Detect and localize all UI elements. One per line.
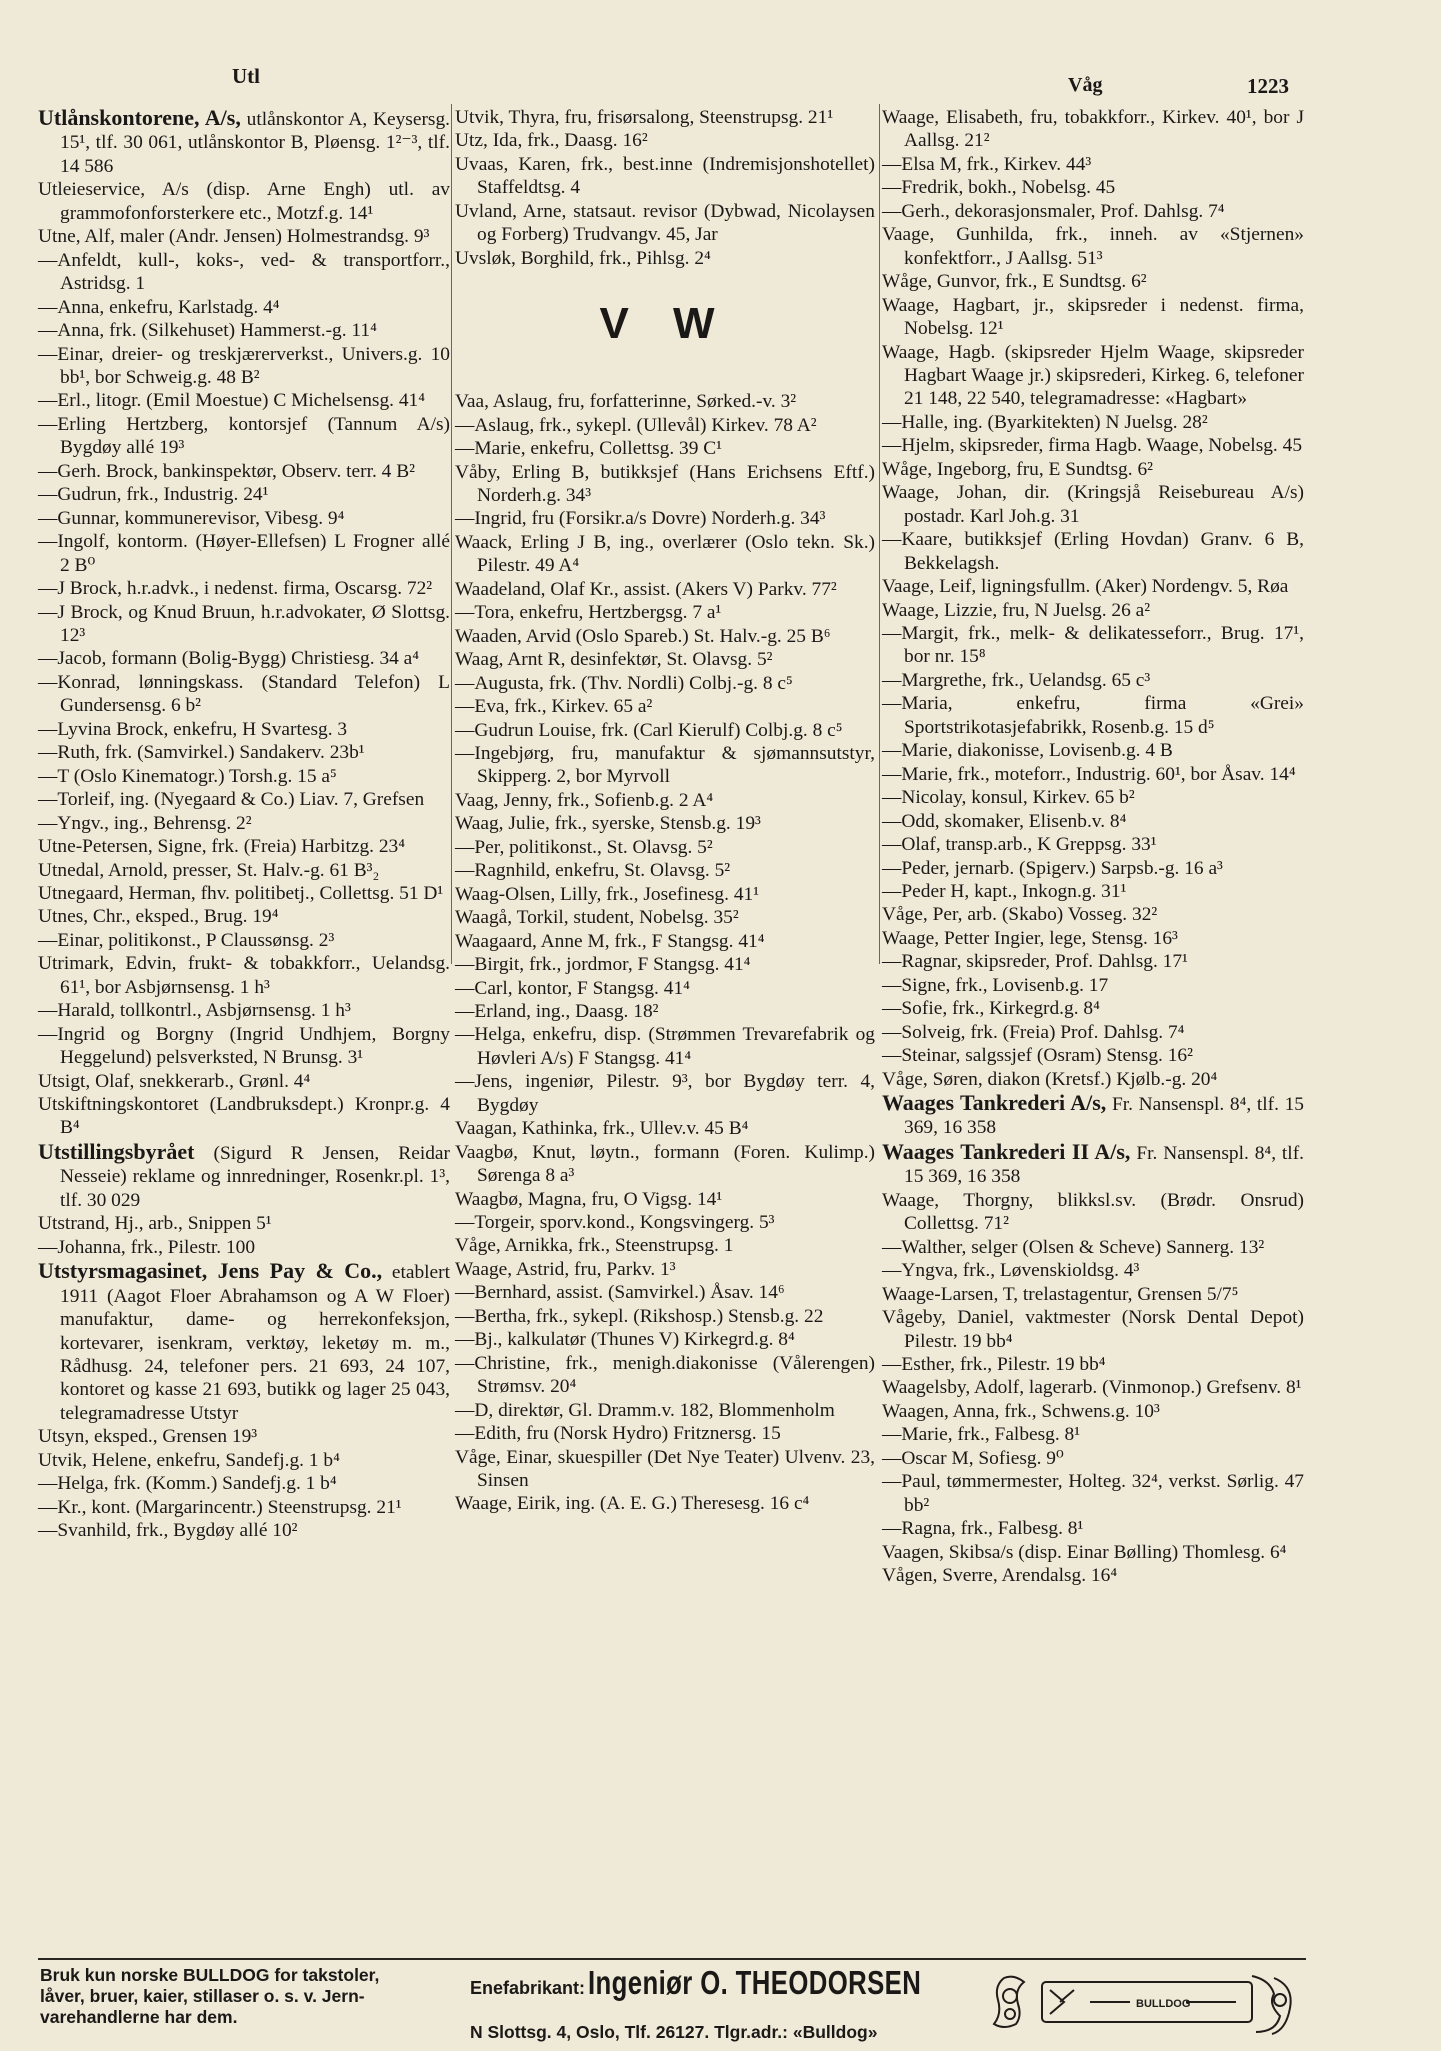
directory-entry [455, 461, 875, 508]
entry-text: Utvik, Thyra, fru, frisørsalong, Steenstrupsg. 21¹ [455, 107, 834, 128]
directory-entry [38, 296, 450, 319]
directory-entry [882, 458, 1304, 481]
entry-text: (Sigurd R Jensen, Reidar Nesseie) reklame og innredninger, Rosenkr.pl. 1³, tlf. 30 029 [60, 1142, 450, 1211]
entry-text: Utrimark, Edvin, frukt- & tobakkforr., Uelandsg. 61¹, bor Asbjørnsensg. 1 h³ [38, 953, 450, 998]
directory-entry [882, 434, 1304, 457]
directory-entry [38, 343, 450, 390]
entry-text: Uvsløk, Borghild, frk., Pihlsg. 2⁴ [455, 247, 711, 269]
entry-text: Utnegaard, Herman, fhv. politibetj., Collettsg. 51 D¹ [38, 882, 444, 904]
directory-entry [38, 1023, 450, 1070]
entry-text: —Odd, skomaker, Elisenb.v. 8⁴ [882, 810, 1127, 832]
entry-text: —Ragna, frk., Falbesg. 8¹ [882, 1518, 1084, 1540]
directory-entry [38, 1259, 450, 1425]
directory-entry [455, 836, 875, 859]
entry-text: Våge, Søren, diakon (Kretsf.) Kjølb.-g. 20⁴ [882, 1068, 1218, 1090]
entry-text: —Ingrid, fru (Forsikr.a/s Dovre) Norderh.g. 34³ [455, 508, 826, 530]
entry-text: Waage, Hagbart, jr., skipsreder i nedenst. firma, Nobelsg. 12¹ [882, 294, 1304, 340]
entry-text: utlånskontor A, Keysersg. 15¹, tlf. 30 061, utlånskontor B, Pløensg. 1²⁻³, tlf. 14 586 [60, 109, 450, 177]
directory-entry [38, 1519, 450, 1542]
directory-entry [882, 223, 1304, 270]
entry-heading: Utlånskontorene, A/s, [38, 105, 241, 130]
directory-entry [455, 1258, 875, 1281]
entry-text: Utskiftningskontoret (Landbruksdept.) Kronpr.g. 4 B⁴ [38, 1094, 450, 1139]
directory-entry [38, 530, 450, 577]
bulldog-clamp-logo-icon [990, 1960, 1310, 2051]
directory-entry [38, 647, 450, 670]
directory-entry [455, 1117, 875, 1140]
entry-text: Utnedal, Arnold, presser, St. Halv.-g. 61 B³₂ [38, 859, 380, 881]
entry-text: —Elsa M, frk., Kirkev. 44³ [882, 153, 1092, 175]
entry-text: —Ingolf, kontorm. (Høyer-Ellefsen) L Frogner allé 2 B⁰ [38, 531, 450, 576]
entry-text: —Jacob, formann (Bolig-Bygg) Christiesg. 34 a⁴ [38, 648, 420, 670]
directory-entry [455, 437, 875, 460]
entry-text: —Marie, frk., moteforr., Industrig. 60¹, bor Åsav. 14⁴ [882, 763, 1296, 785]
logo-text: BULLDOG [1136, 1998, 1191, 2010]
entry-text: —Sofie, frk., Kirkegrd.g. 8⁴ [882, 998, 1100, 1020]
directory-entry [38, 741, 450, 764]
directory-entry [38, 1070, 450, 1093]
directory-entry [882, 176, 1304, 199]
directory-entry [882, 974, 1304, 997]
directory-entry [455, 695, 875, 718]
entry-text: —Nicolay, konsul, Kirkev. 65 b² [882, 787, 1135, 809]
directory-entry [882, 153, 1304, 176]
directory-entry [38, 859, 450, 882]
directory-entry [38, 601, 450, 648]
directory-entry [882, 1283, 1304, 1306]
entry-text: Utvik, Helene, enkefru, Sandefj.g. 1 b⁴ [38, 1449, 340, 1471]
directory-entry [38, 788, 450, 811]
entry-text: —Kr., kont. (Margarincentr.) Steenstrupsg. 21¹ [38, 1496, 402, 1518]
entry-text: Waagaard, Anne M, frk., F Stangsg. 41⁴ [455, 930, 765, 952]
entry-text: —Margrethe, frk., Uelandsg. 65 c³ [882, 669, 1151, 691]
entry-text: Waag-Olsen, Lilly, frk., Josefinesg. 41¹ [455, 883, 760, 905]
entry-text: Fr. Nansenspl. 8⁴, tlf. 15 369, 16 358 [904, 1094, 1304, 1139]
entry-text: —J Brock, h.r.advk., i nedenst. firma, Oscarsg. 72² [38, 578, 433, 600]
directory-entry [455, 601, 875, 624]
directory-entry [38, 718, 450, 741]
entry-text: Uvland, Arne, statsaut. revisor (Dybwad, Nicolaysen og Forberg) Trudvangv. 45, Jar [455, 200, 875, 246]
entry-text: Våge, Per, arb. (Skabo) Vosseg. 32² [882, 904, 1158, 926]
entry-text: —Einar, politikonst., P Claussønsg. 2³ [38, 929, 335, 951]
directory-entry [882, 1091, 1304, 1140]
entry-text: —Aslaug, frk., sykepl. (Ullevål) Kirkev. 78 A² [455, 414, 817, 436]
entry-text: —Svanhild, frk., Bygdøy allé 10² [38, 1520, 298, 1542]
directory-entry [882, 1259, 1304, 1282]
entry-text: —Harald, tollkontrl., Asbjørnsensg. 1 h³ [38, 1000, 351, 1022]
entry-text: —Solveig, frk. (Freia) Prof. Dahlsg. 7⁴ [882, 1021, 1185, 1043]
entry-text: —Anfeldt, kull-, koks-, ved- & transportforr., Astridsg. 1 [38, 249, 450, 295]
directory-entry [38, 671, 450, 718]
directory-entry [455, 247, 875, 270]
entry-text: Fr. Nansenspl. 8⁴, tlf. 15 369, 16 358 [904, 1142, 1305, 1188]
directory-entry [38, 952, 450, 999]
entry-text: —Paul, tømmermester, Holteg. 32⁴, verkst. Sørlig. 47 bb² [882, 1471, 1304, 1516]
directory-entry [882, 833, 1304, 856]
entry-text: —T (Oslo Kinematogr.) Torsh.g. 15 a⁵ [38, 765, 337, 787]
entry-text: Vaagan, Kathinka, frk., Ullev.v. 45 B⁴ [455, 1118, 749, 1140]
entry-heading: Utstyrsmagasinet, Jens Pay & Co., [38, 1258, 383, 1284]
entry-text: —Signe, frk., Lovisenb.g. 17 [882, 974, 1109, 996]
entry-text: Vaag, Jenny, frk., Sofienb.g. 2 A⁴ [455, 789, 714, 811]
entry-text: —Oscar M, Sofiesg. 9⁰ [882, 1447, 1064, 1469]
directory-entry [455, 1446, 875, 1493]
directory-entry [38, 882, 450, 905]
directory-entry [38, 413, 450, 460]
directory-entry [455, 625, 875, 648]
directory-entry [38, 225, 450, 248]
directory-entry [38, 929, 450, 952]
directory-entry [455, 1000, 875, 1023]
entry-text: Uvaas, Karen, frk., best.inne (Indremisjonshotellet) Staffeldtsg. 4 [455, 153, 875, 199]
directory-entry [455, 719, 875, 742]
entry-text: Waag, Julie, frk., syerske, Stensb.g. 19³ [455, 813, 761, 835]
entry-text: Waage, Petter Ingier, lege, Stensg. 16³ [882, 927, 1178, 949]
directory-entry [38, 483, 450, 506]
entry-text: Utne-Petersen, Signe, frk. (Freia) Harbitzg. 23⁴ [38, 836, 405, 858]
directory-entry [882, 786, 1304, 809]
directory-entry [882, 599, 1304, 622]
directory-column-3 [882, 106, 1304, 1588]
entry-text: —Steinar, salgssjef (Osram) Stensg. 16² [882, 1045, 1193, 1067]
entry-text: Waage, Johan, dir. (Kringsjå Reisebureau A/s) postadr. Karl Joh.g. 31 [882, 482, 1304, 527]
directory-entry [455, 531, 875, 578]
entry-text: —Maria, enkefru, firma «Grei» Sportstrikotasjefabrikk, Rosenb.g. 15 d⁵ [882, 693, 1304, 738]
entry-text: Waaden, Arvid (Oslo Spareb.) St. Halv.-g. 25 B⁶ [455, 625, 831, 647]
entry-text: Waagen, Anna, frk., Schwens.g. 10³ [882, 1400, 1160, 1422]
entry-text: Våge, Einar, skuespiller (Det Nye Teater) Ulvenv. 23, Sinsen [455, 1446, 875, 1492]
directory-entry [882, 857, 1304, 880]
directory-entry [882, 692, 1304, 739]
entry-text: —Gerh. Brock, bankinspektør, Observ. terr. 4 B² [38, 460, 415, 482]
directory-entry [455, 789, 875, 812]
directory-entry [455, 1141, 875, 1188]
directory-entry [882, 1541, 1304, 1564]
entry-text: Waag, Arnt R, desinfektør, St. Olavsg. 5² [455, 649, 773, 671]
directory-entry [455, 414, 875, 437]
entry-text: —Anna, frk. (Silkehuset) Hammerst.-g. 11⁴ [38, 320, 377, 342]
entry-heading: Waages Tankrederi A/s, [882, 1090, 1107, 1116]
directory-entry [882, 1021, 1304, 1044]
entry-text: Vågen, Sverre, Arendalsg. 16⁴ [882, 1565, 1118, 1587]
entry-text: Waage-Larsen, T, trelastagentur, Grensen 5/7⁵ [882, 1283, 1239, 1305]
entry-text: —Erling Hertzberg, kontorsjef (Tannum A/s) Bygdøy allé 19³ [38, 413, 450, 459]
entry-text: —Yngva, frk., Løvenskioldsg. 4³ [882, 1260, 1140, 1282]
entry-text: Vaa, Aslaug, fru, forfatterinne, Sørked.-v. 3² [455, 391, 797, 413]
directory-entry [882, 528, 1304, 575]
directory-entry [882, 200, 1304, 223]
entry-text: Utsigt, Olaf, snekkerarb., Grønl. 4⁴ [38, 1070, 311, 1092]
directory-entry [882, 481, 1304, 528]
directory-entry [38, 577, 450, 600]
entry-heading: Utstillingsbyrået [38, 1138, 195, 1164]
directory-entry [455, 672, 875, 695]
directory-entry [882, 1423, 1304, 1446]
directory-entry [455, 930, 875, 953]
entry-text: —Carl, kontor, F Stangsg. 41⁴ [455, 977, 690, 999]
directory-entry [882, 810, 1304, 833]
directory-entry [455, 1023, 875, 1070]
entry-text: Vaagbø, Knut, løytn., formann (Foren. Kulimp.) Sørenga 8 a³ [455, 1141, 875, 1187]
directory-entry [38, 835, 450, 858]
entry-text: Utstrand, Hj., arb., Snippen 5¹ [38, 1213, 272, 1235]
entry-text: —Walther, selger (Olsen & Scheve) Sannerg. 13² [882, 1236, 1265, 1258]
entry-text: etablert 1911 (Aagot Floer Abrahamson og A W Floer) manufaktur, dame- og herrekonfeksjon, kortevarer, isenkram, verktøy, leketøy m. m., Rådhusg. 24, telefoner pers. 21 693, 24 107, kontoret og kasse 21 693, butikk og lager 25 043, telegramadresse Utstyr [60, 1262, 451, 1424]
entry-text: Vaage, Gunhilda, frk., inneh. av «Stjernen» konfektforr., J Aallsg. 51³ [882, 224, 1304, 269]
directory-entry [882, 1376, 1304, 1399]
entry-text: —Halle, ing. (Byarkitekten) N Juelsg. 28² [882, 411, 1208, 433]
entry-text: Utnes, Chr., eksped., Brug. 19⁴ [38, 906, 279, 928]
entry-text: —Gerh., dekorasjonsmaler, Prof. Dahlsg. 7⁴ [882, 200, 1225, 222]
entry-text: —Gunnar, kommunerevisor, Vibesg. 9⁴ [38, 507, 345, 529]
entry-text: —Konrad, lønningskass. (Standard Telefon) L Gundersensg. 6 b² [38, 671, 450, 717]
directory-entry [38, 106, 450, 178]
entry-text: —Marie, frk., Falbesg. 8¹ [882, 1424, 1081, 1446]
page-number: 1223 [1247, 74, 1289, 98]
directory-entry [455, 153, 875, 200]
directory-entry [455, 200, 875, 247]
directory-entry [455, 1328, 875, 1351]
directory-entry [882, 1140, 1304, 1189]
entry-text: Waage, Elisabeth, fru, tobakkforr., Kirkev. 40¹, bor J Aallsg. 21² [882, 107, 1304, 152]
entry-text: —Ingebjørg, fru, manufaktur & sjømannsutstyr, Skipperg. 2, bor Myrvoll [455, 742, 875, 788]
ad-enefabrikant: Enefabrikant: [470, 1978, 586, 1998]
entry-text: —Gudrun, frk., Industrig. 24¹ [38, 484, 269, 506]
directory-entry [882, 575, 1304, 598]
entry-text: Wåge, Gunvor, frk., E Sundtsg. 6² [882, 271, 1147, 293]
directory-entry [38, 765, 450, 788]
ad-company-name: Ingeniør O. THEODORSEN [588, 1964, 922, 2001]
directory-entry [455, 812, 875, 835]
entry-text: —Kaare, butikksjef (Erling Hovdan) Granv. 6 B, Bekkelagsh. [882, 529, 1304, 574]
entry-text: —Edith, fru (Norsk Hydro) Fritznersg. 15 [455, 1423, 781, 1445]
directory-entry [882, 669, 1304, 692]
ad-address: N Slottsg. 4, Oslo, Tlf. 26127. Tlgr.adr.: «Bulldog» [470, 2022, 878, 2042]
entry-text: Waadeland, Olaf Kr., assist. (Akers V) Parkv. 77² [455, 578, 837, 600]
entry-text: —Fredrik, bokh., Nobelsg. 45 [882, 177, 1116, 199]
directory-entry [882, 903, 1304, 926]
entry-text: Utne, Alf, maler (Andr. Jensen) Holmestrandsg. 9³ [38, 226, 430, 248]
directory-entry [38, 1236, 450, 1259]
directory-entry [882, 1517, 1304, 1540]
directory-entry [882, 1447, 1304, 1470]
column-divider [451, 104, 452, 964]
entry-text: —Augusta, frk. (Thv. Nordli) Colbj.-g. 8 c⁵ [455, 672, 793, 694]
directory-entry [882, 1400, 1304, 1423]
entry-text: —Anna, enkefru, Karlstadg. 4⁴ [38, 296, 280, 318]
directory-entry [882, 1236, 1304, 1259]
entry-text: —Bertha, frk., sykepl. (Rikshosp.) Stensb.g. 22 [455, 1305, 824, 1327]
entry-text: —Hjelm, skipsreder, firma Hagb. Waage, Nobelsg. 45 [882, 435, 1303, 457]
entry-text: Vaagen, Skibsa/s (disp. Einar Bølling) Thomlesg. 6⁴ [882, 1541, 1287, 1563]
entry-text: —Jens, ingeniør, Pilestr. 9³, bor Bygdøy terr. 4, Bygdøy [455, 1071, 875, 1116]
directory-entry [882, 1353, 1304, 1376]
entry-text: Waage, Hagb. (skipsreder Hjelm Waage, skipsreder Hagbart Waage jr.) skipsrederi, Kirkeg. 6, telefoner 21 148, 22 540, telegramadresse: «Hagbart» [882, 341, 1304, 410]
entry-text: Waagå, Torkil, student, Nobelsg. 35² [455, 907, 739, 929]
entry-text: —Bj., kalkulatør (Thunes V) Kirkegrd.g. 8⁴ [455, 1329, 795, 1351]
directory-entry [882, 106, 1304, 153]
directory-entry [455, 578, 875, 601]
entry-text: —Torleif, ing. (Nyegaard & Co.) Liav. 7, Grefsen [38, 789, 425, 811]
entry-text: —Eva, frk., Kirkev. 65 a² [455, 696, 653, 718]
entry-text: —Erl., litogr. (Emil Moestue) C Michelsensg. 41⁴ [38, 390, 425, 412]
entry-text: Waage, Thorgny, blikksl.sv. (Brødr. Onsrud) Collettsg. 71² [882, 1189, 1304, 1235]
directory-entry [882, 294, 1304, 341]
directory-entry [455, 906, 875, 929]
directory-entry [455, 1211, 875, 1234]
directory-entry [38, 1093, 450, 1140]
section-letters: V W [599, 299, 731, 349]
entry-text: —Esther, frk., Pilestr. 19 bb⁴ [882, 1354, 1106, 1376]
directory-entry [38, 999, 450, 1022]
entry-text: —Ruth, frk. (Samvirkel.) Sandakerv. 23b¹ [38, 742, 365, 764]
directory-entry [882, 880, 1304, 903]
directory-entry [882, 1068, 1304, 1091]
directory-entry [38, 178, 450, 225]
entry-text: —Marie, diakonisse, Lovisenb.g. 4 B [882, 740, 1173, 762]
directory-entry [882, 1564, 1304, 1587]
directory-entry [38, 249, 450, 296]
entry-text: —Ragnar, skipsreder, Prof. Dahlsg. 17¹ [882, 951, 1188, 973]
entry-text: —Tora, enkefru, Hertzbergsg. 7 a¹ [455, 602, 722, 624]
directory-entry [38, 1496, 450, 1519]
directory-entry [455, 129, 875, 152]
entry-text: —Bernhard, assist. (Samvirkel.) Åsav. 14⁶ [455, 1282, 785, 1304]
directory-entry [455, 953, 875, 976]
entry-text: Wåge, Ingeborg, fru, E Sundtsg. 6² [882, 458, 1153, 480]
directory-entry [455, 1422, 875, 1445]
entry-text: —Birgit, frk., jordmor, F Stangsg. 41⁴ [455, 954, 751, 976]
directory-entry [455, 1352, 875, 1399]
directory-entry [882, 950, 1304, 973]
directory-entry [38, 1425, 450, 1448]
directory-entry [882, 739, 1304, 762]
directory-entry [882, 270, 1304, 293]
entry-text: Utz, Ida, frk., Daasg. 16² [455, 130, 648, 152]
directory-entry [882, 1189, 1304, 1236]
directory-entry [38, 1140, 450, 1212]
entry-text: —Johanna, frk., Pilestr. 100 [38, 1236, 256, 1258]
entry-text: Våby, Erling B, butikksjef (Hans Erichsens Eftf.) Norderh.g. 34³ [455, 461, 875, 506]
directory-entry [882, 622, 1304, 669]
directory-entry [455, 507, 875, 530]
ad-line: varehandlerne har dem. [40, 2007, 238, 2027]
ad-line: Bruk kun norske BULLDOG for takstoler, [40, 1965, 380, 1985]
directory-entry [38, 812, 450, 835]
directory-entry [882, 1044, 1304, 1067]
directory-entry [882, 411, 1304, 434]
directory-entry [455, 859, 875, 882]
entry-text: —J Brock, og Knud Bruun, h.r.advokater, Ø Slottsg. 12³ [38, 601, 450, 646]
entry-text: —Marie, enkefru, Collettsg. 39 C¹ [455, 438, 722, 460]
directory-column-1 [38, 106, 450, 1543]
entry-text: —Margit, frk., melk- & delikatesseforr., Brug. 17¹, bor nr. 15⁸ [882, 622, 1304, 668]
entry-text: —Peder H, kapt., Inkogn.g. 31¹ [882, 880, 1127, 902]
directory-entry [455, 1281, 875, 1304]
entry-text: —Olaf, transp.arb., K Greppsg. 33¹ [882, 834, 1157, 856]
entry-text: —Yngv., ing., Behrensg. 2² [38, 812, 252, 834]
entry-text: Waagbø, Magna, fru, O Vigsg. 14¹ [455, 1188, 723, 1210]
ad-line: låver, bruer, kaier, stillaser o. s. v. Jern- [40, 1986, 365, 2006]
entry-text: Waagelsby, Adolf, lagerarb. (Vinmonop.) Grefsenv. 8¹ [882, 1377, 1302, 1399]
directory-entry [38, 319, 450, 342]
entry-text: —Einar, dreier- og treskjærerverkst., Univers.g. 10 bb¹, bor Schweig.g. 48 B² [38, 343, 450, 388]
entry-text: —D, direktør, Gl. Dramm.v. 182, Blommenholm [455, 1399, 835, 1421]
entry-text: Waage, Lizzie, fru, N Juelsg. 26 a² [882, 599, 1151, 621]
entry-text: Utsyn, eksped., Grensen 19³ [38, 1426, 258, 1448]
directory-entry [882, 763, 1304, 786]
entry-text: —Christine, frk., menigh.diakonisse (Vålerengen) Strømsv. 20⁴ [455, 1352, 875, 1398]
entry-text: —Gudrun Louise, frk. (Carl Kierulf) Colbj.g. 8 c⁵ [455, 719, 843, 741]
entry-text: Vågeby, Daniel, vaktmester (Norsk Dental Depot) Pilestr. 19 bb⁴ [882, 1307, 1304, 1352]
directory-entry [38, 389, 450, 412]
entry-text: —Peder, jernarb. (Spigerv.) Sarpsb.-g. 16 a³ [882, 857, 1223, 879]
entry-text: —Per, politikonst., St. Olavsg. 5² [455, 836, 713, 858]
directory-entry [38, 1212, 450, 1235]
advertisement-text [40, 1965, 450, 2028]
entry-text: Waage, Eirik, ing. (A. E. G.) Theresesg. 16 c⁴ [455, 1493, 810, 1515]
directory-entry [455, 742, 875, 789]
entry-text: —Helga, frk. (Komm.) Sandefj.g. 1 b⁴ [38, 1473, 337, 1495]
directory-entry [455, 883, 875, 906]
directory-entry [882, 997, 1304, 1020]
entry-text: —Ingrid og Borgny (Ingrid Undhjem, Borgny Heggelund) pelsverksted, N Brunsg. 3¹ [38, 1023, 450, 1069]
directory-entry [455, 1492, 875, 1515]
directory-entry [882, 927, 1304, 950]
entry-heading: Waages Tankrederi II A/s, [882, 1138, 1131, 1164]
directory-entry [455, 1188, 875, 1211]
entry-text: —Erland, ing., Daasg. 18² [455, 1000, 659, 1022]
running-head-left: Utl [232, 64, 260, 88]
directory-column-2 [455, 106, 875, 1516]
directory-entry [455, 1234, 875, 1257]
entry-text: —Helga, enkefru, disp. (Strømmen Trevarefabrik og Høvleri A/s) F Stangsg. 41⁴ [455, 1024, 875, 1069]
entry-text: —Ragnhild, enkefru, St. Olavsg. 5² [455, 860, 731, 882]
entry-text: Våge, Arnikka, frk., Steenstrupsg. 1 [455, 1235, 734, 1257]
entry-text: Vaage, Leif, ligningsfullm. (Aker) Nordengv. 5, Røa [882, 576, 1289, 598]
directory-entry [455, 390, 875, 413]
column-divider [879, 104, 880, 964]
directory-entry [38, 1472, 450, 1495]
directory-entry [38, 460, 450, 483]
directory-entry [455, 648, 875, 671]
entry-text: —Lyvina Brock, enkefru, H Svartesg. 3 [38, 718, 348, 740]
entry-text: Utleieservice, A/s (disp. Arne Engh) utl. av grammofonforsterkere etc., Motzf.g. 14¹ [38, 179, 450, 224]
running-head-right: Våg [1068, 74, 1103, 96]
directory-entry [882, 341, 1304, 411]
directory-entry [38, 507, 450, 530]
directory-entry [38, 905, 450, 928]
directory-entry [455, 1070, 875, 1117]
directory-entry [455, 977, 875, 1000]
directory-entry [455, 106, 875, 129]
directory-entry [882, 1470, 1304, 1517]
directory-entry [882, 1306, 1304, 1353]
entry-text: —Torgeir, sporv.kond., Kongsvingerg. 5³ [455, 1212, 775, 1234]
directory-entry [455, 1399, 875, 1422]
entry-text: Waack, Erling J B, ing., overlærer (Oslo tekn. Sk.) Pilestr. 49 A⁴ [455, 531, 875, 577]
entry-text: Waage, Astrid, fru, Parkv. 1³ [455, 1258, 676, 1280]
directory-entry [38, 1449, 450, 1472]
directory-entry [455, 1305, 875, 1328]
